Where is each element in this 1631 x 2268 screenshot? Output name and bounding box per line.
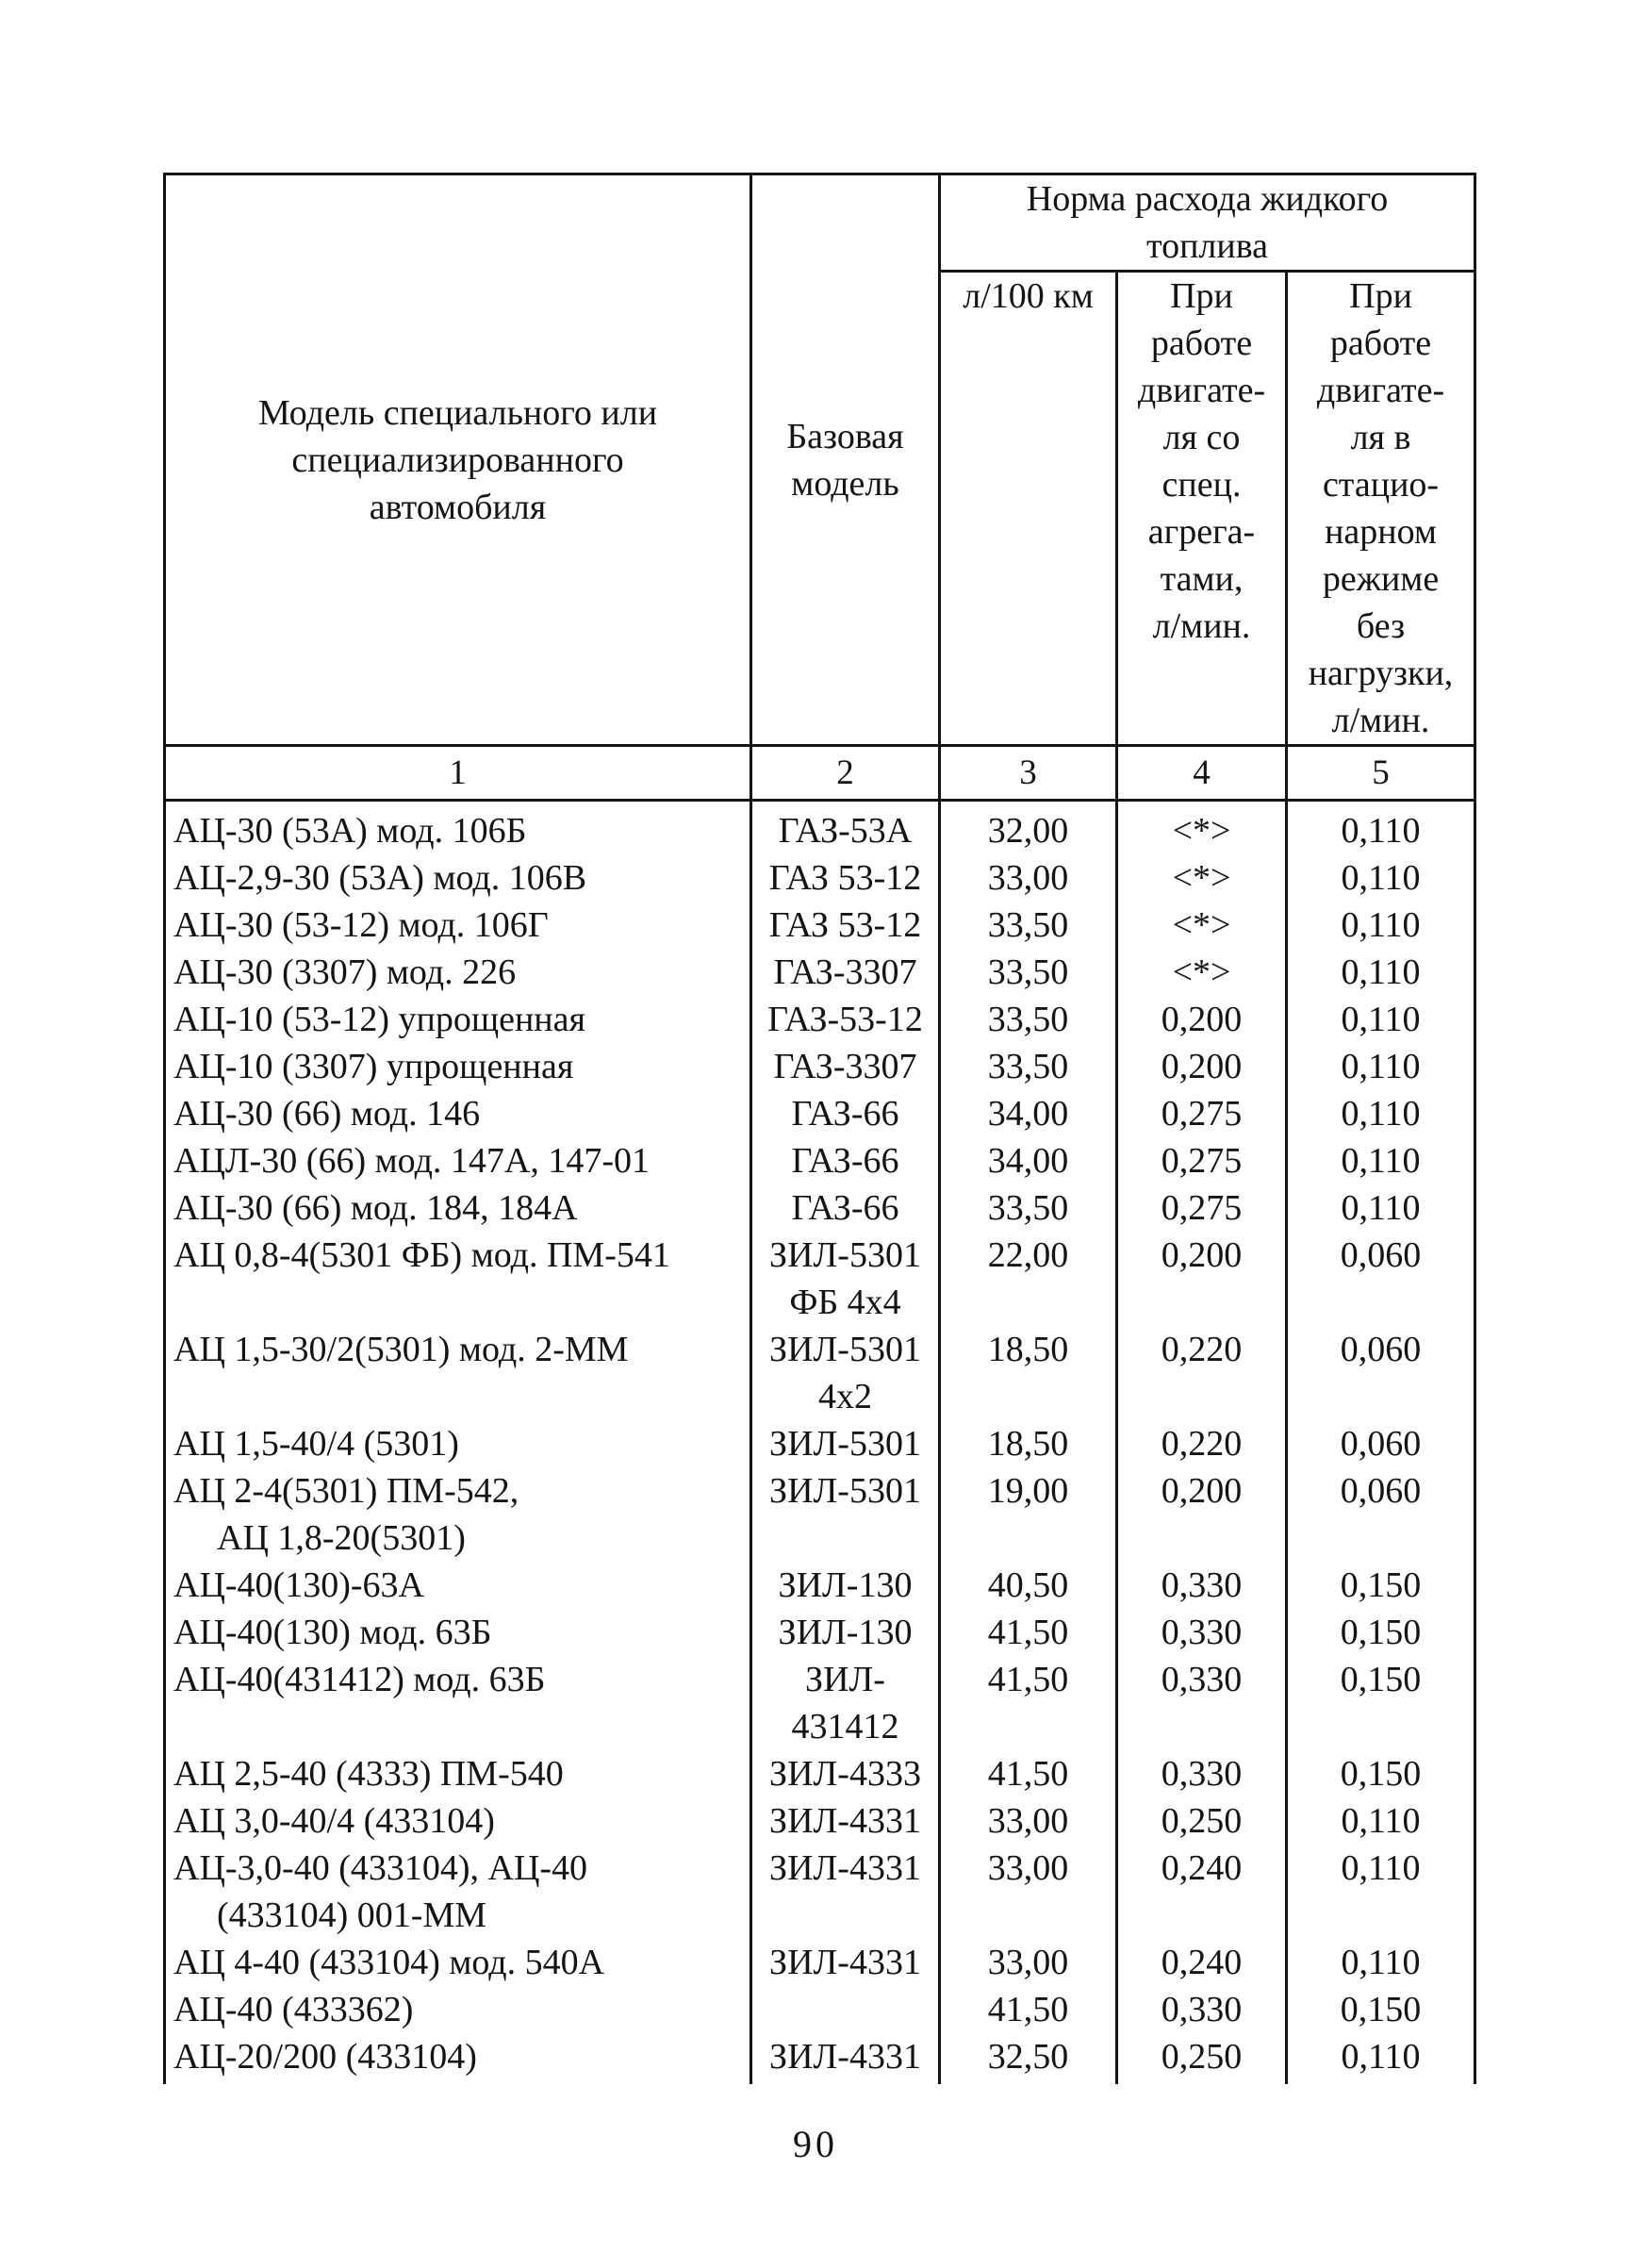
cell-stationary-idle: 0,110	[1287, 1043, 1475, 1090]
cell-model: АЦ-20/200 (433104)	[165, 2033, 751, 2084]
cell-model: АЦ 4-40 (433104) мод. 540А	[165, 1939, 751, 1986]
cell-stationary-idle: 0,110	[1287, 949, 1475, 996]
cell-model: АЦ 2-4(5301) ПМ-542, АЦ 1,8-20(5301)	[165, 1467, 751, 1562]
cell-stationary-idle: 0,110	[1287, 1137, 1475, 1184]
cell-spec-units: <*>	[1117, 902, 1287, 949]
cell-spec-units: 0,200	[1117, 1043, 1287, 1090]
table-row	[165, 2033, 1475, 2084]
cell-model: АЦ-30 (66) мод. 184, 184А	[165, 1184, 751, 1232]
cell-model: АЦ-30 (53А) мод. 106Б	[165, 801, 751, 855]
cell-spec-units: <*>	[1117, 949, 1287, 996]
cell-l-per-100km: 41,50	[940, 1656, 1117, 1750]
cell-spec-units: 0,330	[1117, 1562, 1287, 1609]
table-row	[165, 1184, 1475, 1232]
cell-spec-units: 0,250	[1117, 1797, 1287, 1845]
table-row	[165, 1420, 1475, 1467]
table-row	[165, 1656, 1475, 1750]
cell-l-per-100km: 22,00	[940, 1232, 1117, 1326]
cell-base-model: ЗИЛ-5301	[751, 1467, 940, 1562]
cell-stationary-idle: 0,110	[1287, 854, 1475, 902]
cell-stationary-idle: 0,110	[1287, 1939, 1475, 1986]
cell-stationary-idle: 0,150	[1287, 1562, 1475, 1609]
cell-model: АЦ 3,0-40/4 (433104)	[165, 1797, 751, 1845]
table-row	[165, 996, 1475, 1043]
cell-model: АЦ-10 (3307) упрощенная	[165, 1043, 751, 1090]
cell-base-model: ЗИЛ-4331	[751, 1939, 940, 1986]
cell-spec-units: 0,240	[1117, 1845, 1287, 1939]
cell-base-model: ЗИЛ-4333	[751, 1750, 940, 1797]
cell-base-model: ЗИЛ-5301 4х2	[751, 1326, 940, 1420]
cell-spec-units: 0,275	[1117, 1090, 1287, 1137]
cell-l-per-100km: 33,50	[940, 996, 1117, 1043]
column-number: 2	[751, 746, 940, 801]
cell-l-per-100km: 32,50	[940, 2033, 1117, 2084]
cell-base-model: ГАЗ-53-12	[751, 996, 940, 1043]
table-row	[165, 1090, 1475, 1137]
cell-stationary-idle: 0,150	[1287, 1609, 1475, 1656]
cell-spec-units: 0,330	[1117, 1750, 1287, 1797]
column-numbers-row	[165, 746, 1475, 801]
cell-base-model: ЗИЛ-4331	[751, 1845, 940, 1939]
cell-l-per-100km: 34,00	[940, 1137, 1117, 1184]
cell-l-per-100km: 40,50	[940, 1562, 1117, 1609]
cell-stationary-idle: 0,110	[1287, 902, 1475, 949]
header-row-1	[165, 174, 1475, 272]
table-row	[165, 1326, 1475, 1420]
cell-spec-units: 0,200	[1117, 996, 1287, 1043]
cell-model: АЦ-30 (53-12) мод. 106Г	[165, 902, 751, 949]
cell-spec-units: <*>	[1117, 854, 1287, 902]
column-number: 5	[1287, 746, 1475, 801]
cell-spec-units: 0,220	[1117, 1326, 1287, 1420]
table-row	[165, 1986, 1475, 2033]
cell-base-model: ГАЗ 53-12	[751, 854, 940, 902]
cell-stationary-idle: 0,110	[1287, 1184, 1475, 1232]
cell-l-per-100km: 33,00	[940, 1797, 1117, 1845]
table-row	[165, 801, 1475, 855]
cell-l-per-100km: 33,00	[940, 854, 1117, 902]
cell-base-model: ЗИЛ-5301 ФБ 4х4	[751, 1232, 940, 1326]
cell-spec-units: 0,330	[1117, 1986, 1287, 2033]
cell-model: АЦ 0,8-4(5301 ФБ) мод. ПМ-541	[165, 1232, 751, 1326]
cell-l-per-100km: 33,50	[940, 1184, 1117, 1232]
table-row	[165, 1845, 1475, 1939]
cell-stationary-idle: 0,110	[1287, 801, 1475, 855]
cell-stationary-idle: 0,150	[1287, 1656, 1475, 1750]
cell-stationary-idle: 0,150	[1287, 1986, 1475, 2033]
cell-base-model: ГАЗ-66	[751, 1184, 940, 1232]
cell-l-per-100km: 33,50	[940, 1043, 1117, 1090]
cell-spec-units: 0,200	[1117, 1467, 1287, 1562]
cell-stationary-idle: 0,060	[1287, 1467, 1475, 1562]
cell-stationary-idle: 0,110	[1287, 996, 1475, 1043]
cell-model: АЦ-40(130)-63А	[165, 1562, 751, 1609]
fuel-norms-table	[163, 173, 1476, 2084]
cell-l-per-100km: 33,00	[940, 1845, 1117, 1939]
cell-spec-units: 0,240	[1117, 1939, 1287, 1986]
table-row	[165, 1750, 1475, 1797]
cell-base-model: ЗИЛ- 431412	[751, 1656, 940, 1750]
table-row	[165, 1043, 1475, 1090]
cell-stationary-idle: 0,110	[1287, 1845, 1475, 1939]
cell-base-model: ГАЗ-66	[751, 1137, 940, 1184]
cell-spec-units: 0,220	[1117, 1420, 1287, 1467]
cell-spec-units: 0,330	[1117, 1656, 1287, 1750]
cell-model: АЦ-40(130) мод. 63Б	[165, 1609, 751, 1656]
table-row	[165, 1232, 1475, 1326]
cell-base-model: ЗИЛ-4331	[751, 2033, 940, 2084]
cell-model: АЦ-30 (66) мод. 146	[165, 1090, 751, 1137]
cell-spec-units: 0,275	[1117, 1184, 1287, 1232]
cell-base-model: ГАЗ-3307	[751, 949, 940, 996]
cell-stationary-idle: 0,110	[1287, 1797, 1475, 1845]
cell-l-per-100km: 19,00	[940, 1467, 1117, 1562]
cell-l-per-100km: 41,50	[940, 1750, 1117, 1797]
cell-model: АЦЛ-30 (66) мод. 147А, 147-01	[165, 1137, 751, 1184]
table-row	[165, 949, 1475, 996]
cell-base-model: ЗИЛ-5301	[751, 1420, 940, 1467]
table-row	[165, 1137, 1475, 1184]
column-number: 1	[165, 746, 751, 801]
cell-l-per-100km: 33,50	[940, 949, 1117, 996]
cell-l-per-100km: 34,00	[940, 1090, 1117, 1137]
cell-base-model	[751, 1986, 940, 2033]
cell-model: АЦ-10 (53-12) упрощенная	[165, 996, 751, 1043]
cell-model: АЦ-30 (3307) мод. 226	[165, 949, 751, 996]
column-number: 4	[1117, 746, 1287, 801]
cell-stationary-idle: 0,060	[1287, 1420, 1475, 1467]
cell-base-model: ГАЗ-53А	[751, 801, 940, 855]
cell-model: АЦ 2,5-40 (4333) ПМ-540	[165, 1750, 751, 1797]
table-row	[165, 1797, 1475, 1845]
header-l-per-100km: л/100 км	[940, 272, 1117, 746]
table-row	[165, 1562, 1475, 1609]
cell-l-per-100km: 18,50	[940, 1420, 1117, 1467]
table-row	[165, 902, 1475, 949]
table-row	[165, 1939, 1475, 1986]
cell-base-model: ГАЗ-66	[751, 1090, 940, 1137]
page-number: 90	[793, 2123, 838, 2165]
header-stationary-idle: При работе двигате- ля в стацио- нарном режиме без нагрузки, л/мин.	[1287, 272, 1475, 746]
cell-base-model: ГАЗ 53-12	[751, 902, 940, 949]
header-model: Модель специального или специализированного автомобиля	[165, 174, 751, 746]
cell-model: АЦ-3,0-40 (433104), АЦ-40 (433104) 001-ММ	[165, 1845, 751, 1939]
cell-stationary-idle: 0,110	[1287, 2033, 1475, 2084]
column-number: 3	[940, 746, 1117, 801]
table-body	[165, 801, 1475, 2085]
cell-spec-units: 0,330	[1117, 1609, 1287, 1656]
cell-l-per-100km: 18,50	[940, 1326, 1117, 1420]
cell-model: АЦ 1,5-30/2(5301) мод. 2-ММ	[165, 1326, 751, 1420]
cell-spec-units: 0,200	[1117, 1232, 1287, 1326]
cell-stationary-idle: 0,060	[1287, 1232, 1475, 1326]
header-spec-units: При работе двигате- ля со спец. агрега- тами, л/мин.	[1117, 272, 1287, 746]
cell-l-per-100km: 41,50	[940, 1609, 1117, 1656]
cell-base-model: ГАЗ-3307	[751, 1043, 940, 1090]
cell-base-model: ЗИЛ-130	[751, 1609, 940, 1656]
cell-base-model: ЗИЛ-4331	[751, 1797, 940, 1845]
cell-model: АЦ-2,9-30 (53А) мод. 106В	[165, 854, 751, 902]
cell-l-per-100km: 33,50	[940, 902, 1117, 949]
cell-spec-units: 0,275	[1117, 1137, 1287, 1184]
cell-model: АЦ 1,5-40/4 (5301)	[165, 1420, 751, 1467]
cell-model: АЦ-40 (433362)	[165, 1986, 751, 2033]
table-row	[165, 1609, 1475, 1656]
cell-l-per-100km: 41,50	[940, 1986, 1117, 2033]
cell-stationary-idle: 0,150	[1287, 1750, 1475, 1797]
cell-stationary-idle: 0,060	[1287, 1326, 1475, 1420]
cell-l-per-100km: 32,00	[940, 801, 1117, 855]
cell-l-per-100km: 33,00	[940, 1939, 1117, 1986]
table-row	[165, 854, 1475, 902]
cell-spec-units: <*>	[1117, 801, 1287, 855]
cell-base-model: ЗИЛ-130	[751, 1562, 940, 1609]
table-row	[165, 1467, 1475, 1562]
cell-stationary-idle: 0,110	[1287, 1090, 1475, 1137]
header-fuel-norm-group: Норма расхода жидкого топлива	[940, 174, 1475, 272]
header-base-model: Базовая модель	[751, 174, 940, 746]
cell-model: АЦ-40(431412) мод. 63Б	[165, 1656, 751, 1750]
cell-spec-units: 0,250	[1117, 2033, 1287, 2084]
